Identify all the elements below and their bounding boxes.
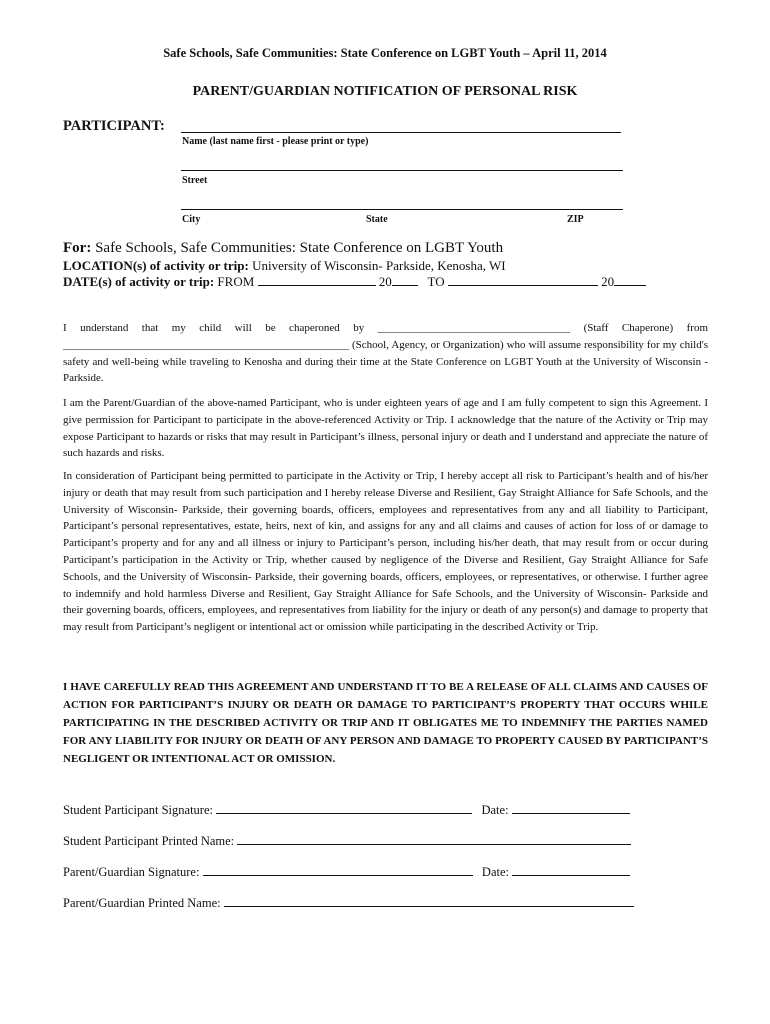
dates-line (63, 273, 646, 290)
city-label: City (182, 214, 201, 225)
participant-label: PARTICIPANT: (63, 118, 165, 134)
date-label-2: Date: (481, 865, 509, 879)
to-date-field[interactable] (448, 273, 598, 286)
student-name-field[interactable] (237, 832, 631, 845)
street-field[interactable] (181, 170, 623, 171)
year-prefix-to: 20 (601, 274, 615, 289)
form-title: PARENT/GUARDIAN NOTIFICATION OF PERSONAL RISK (192, 84, 578, 99)
student-name-row (63, 832, 631, 849)
release-paragraph: In consideration of Participant being permitted to participate in the Activity or Trip, I hereby accept all risk to Participant’s health and of his/her injury or death that may result from such participation and I hereby release Diverse and Resilient, Gay Straight Alliance for Safe Schools, and the University of Wisconsin- Parkside, their governing boards, officers, employees and representatives from any and all liability to Participant, Participant’s personal representatives, estate, heirs, next of kin, and assigns for any and all claims and causes of action for loss of or damage to Participant’s property and for any and all illness or injury to Participant’s person, including his/her death, that may result from or occur during Participant’s participation in the Activity or Trip, whether caused by negligence of the Diverse and Resilient, Gay Straight Alliance for Safe Schools, and the University of Wisconsin- Parkside, their governing boards, officers, employees, or representatives, or otherwise. I further agree to indemnify and hold harmless Diverse and Resilient, Gay Straight Alliance for Safe Schools, and the University of Wisconsin- Parkside and their governing boards, officers, employees, and representatives from liability for the injury or death of any person(s) and damage to property that may result from Participant’s negligent or intentional act or omission while participating in the described Activity or Trip. (63, 470, 708, 634)
date-label-1: Date: (481, 803, 509, 817)
to-year-field[interactable] (614, 273, 646, 286)
parent-name-row (63, 894, 634, 911)
name-hint: Name (last name first - please print or type) (182, 136, 369, 147)
parent-signature-field[interactable] (203, 863, 473, 876)
chaperone-paragraph: I understand that my child will be chaperoned by ___________________________________ (Staff Chaperone) from ____________________________________________________ (School, Agency, or Organization) who will assume responsibility for my child's safety and well-being while traveling to Kenosha and during their time at the State Conference on LGBT Youth at the University of Wisconsin - Parkside. (63, 322, 708, 385)
acknowledgement-paragraph: I HAVE CAREFULLY READ THIS AGREEMENT AND UNDERSTAND IT TO BE A RELEASE OF ALL CLAIMS AND CAUSES OF ACTION FOR PARTICIPANT’S INJURY OR DEATH OR DAMAGE TO PARTICIPANT’S PROPERTY THAT OCCURS WHILE PARTICIPATING IN THE DESCRIBED ACTIVITY OR TRIP AND IT OBLIGATES ME TO INDEMNIFY THE PARTIES NAMED FOR ANY LIABILITY FOR INJURY OR DEATH OF ANY PERSON AND DAMAGE TO PROPERTY CAUSED BY PARTICIPANT’S NEGLIGENT OR INTENTIONAL ACT OR OMISSION. (63, 681, 708, 765)
conference-header: Safe Schools, Safe Communities: State Conference on LGBT Youth – April 11, 2014 (163, 46, 607, 60)
zip-label: ZIP (567, 214, 584, 225)
city-state-zip-field[interactable] (181, 209, 623, 210)
street-label: Street (182, 175, 208, 186)
student-signature-field[interactable] (216, 801, 472, 814)
parent-date-field[interactable] (512, 863, 630, 876)
parent-signature-row (63, 863, 630, 880)
from-year-field[interactable] (392, 273, 418, 286)
parent-name-field[interactable] (224, 894, 634, 907)
location-line (63, 258, 506, 274)
student-signature-row (63, 801, 630, 818)
for-line (63, 240, 503, 257)
student-signature-label: Student Participant Signature: (63, 803, 213, 817)
dates-label: DATE(s) of activity or trip: (63, 274, 215, 289)
year-prefix-from: 20 (378, 274, 392, 289)
student-name-label: Student Participant Printed Name: (63, 834, 235, 848)
participant-name-field[interactable] (181, 132, 621, 133)
for-label: For: (63, 240, 92, 256)
for-value: Safe Schools, Safe Communities: State Conference on LGBT Youth (95, 240, 504, 256)
student-date-field[interactable] (512, 801, 630, 814)
state-label: State (366, 214, 388, 225)
from-label: FROM (217, 274, 255, 289)
location-label: LOCATION(s) of activity or trip: (63, 258, 249, 273)
permission-paragraph: I am the Parent/Guardian of the above-named Participant, who is under eighteen years of age and I am fully competent to sign this Agreement. I give permission for Participant to participate in the above-referenced Activity or Trip. I acknowledge that the nature of the Activity or Trip may expose Participant to hazards or risks that may result in Participant’s illness, personal injury or death and I understand and appreciate the nature of such hazards and risks. (63, 397, 708, 460)
parent-signature-label: Parent/Guardian Signature: (63, 865, 200, 879)
from-date-field[interactable] (258, 273, 376, 286)
to-label: TO (427, 274, 445, 289)
parent-name-label: Parent/Guardian Printed Name: (63, 896, 221, 910)
location-value: University of Wisconsin- Parkside, Kenosha, WI (252, 258, 506, 273)
